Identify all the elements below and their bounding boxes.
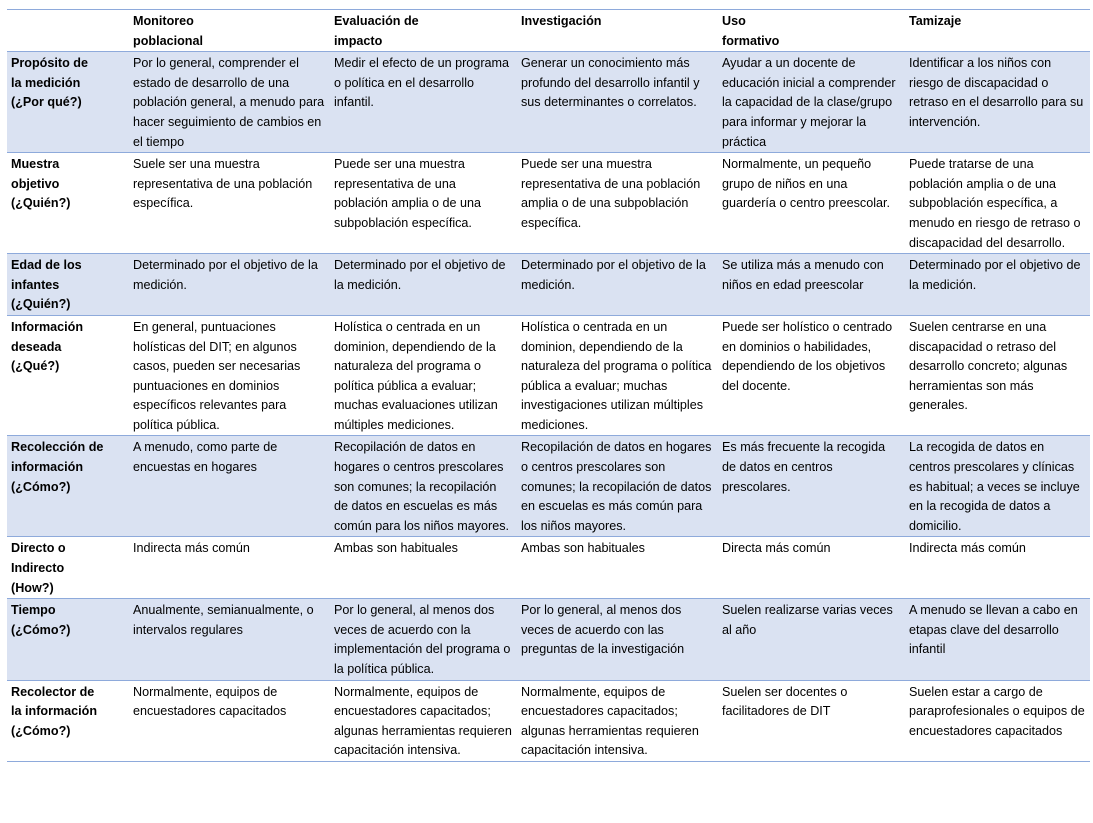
row-directo (7, 537, 1090, 599)
table-cell: Puede ser una muestra representativa de una población amplia o de una subpoblación específica. (521, 157, 701, 230)
row-label: Tiempo (¿Cómo?) (11, 603, 71, 637)
table-cell: Por lo general, al menos dos veces de acuerdo con la implementación del programa o la política pública. (334, 603, 511, 676)
table-cell: Puede ser una muestra representativa de una población amplia o de una subpoblación específica. (334, 157, 482, 230)
header-corner (7, 10, 129, 52)
table-cell: La recogida de datos en centros prescolares y clínicas es habitual; a veces se incluye en la recogida de datos a domicilio. (909, 440, 1080, 533)
table-cell: Es más frecuente la recogida de datos en centros prescolares. (722, 440, 886, 494)
row-label: Muestra objetivo (¿Quién?) (11, 157, 71, 211)
header-tamizaje: Tamizaje (909, 14, 962, 28)
table-cell: Se utiliza más a menudo con niños en edad preescolar (722, 258, 884, 292)
table-cell: Suelen ser docentes o facilitadores de DIT (722, 684, 848, 719)
table-cell: Ambas son habituales (334, 541, 458, 556)
table-cell: Indirecta más común (133, 541, 250, 556)
row-label: Recolector de la información (¿Cómo?) (11, 684, 98, 738)
table-cell: Por lo general, comprender el estado de desarrollo de una población general, a menudo para hacer seguimiento de cambios en el tiempo (133, 56, 325, 149)
table-cell: A menudo se llevan a cabo en etapas clave del desarrollo infantil (909, 603, 1078, 657)
row-label: Información deseada (¿Qué?) (11, 319, 84, 374)
table-cell: Directa más común (722, 541, 831, 556)
table-cell: Normalmente, equipos de encuestadores capacitados; algunas herramientas requieren capacitación intensiva. (521, 684, 699, 758)
table-cell: Anualmente, semianualmente, o intervalos regulares (133, 603, 314, 637)
table-cell: Identificar a los niños con riesgo de discapacidad o retraso en el desarrollo para su intervención. (909, 56, 1084, 129)
table-cell: Suele ser una muestra representativa de una población específica. (133, 157, 313, 211)
header-evaluacion: Evaluación de impacto (334, 14, 419, 48)
row-label: Edad de los infantes (¿Quién?) (11, 258, 82, 312)
row-muestra (7, 153, 1090, 254)
table-cell: Normalmente, un pequeño grupo de niños en una guardería o centro preescolar. (722, 157, 891, 211)
row-recoleccion (7, 436, 1090, 537)
table-cell: Determinado por el objetivo de la medición. (521, 258, 706, 292)
table-cell: Recopilación de datos en hogares o centros prescolares son comunes; la recopilación de datos en escuelas es más común para los niños mayores. (521, 440, 712, 533)
row-proposito (7, 52, 1090, 153)
table-cell: Por lo general, al menos dos veces de acuerdo con las preguntas de la investigación (521, 603, 685, 657)
row-edad (7, 254, 1090, 316)
header-row (7, 10, 1090, 52)
row-tiempo (7, 599, 1090, 680)
table-cell: A menudo, como parte de encuestas en hogares (133, 440, 278, 475)
row-label: Recolección de información (¿Cómo?) (11, 440, 104, 494)
table-cell: Suelen realizarse varias veces al año (722, 603, 893, 637)
table-cell: En general, puntuaciones holísticas del DIT; en algunos casos, pueden ser necesarias puntuaciones en dominios específicos relevantes para política pública. (133, 319, 301, 432)
table-cell: Normalmente, equipos de encuestadores capacitados; algunas herramientas requieren capacitación intensiva. (334, 684, 512, 758)
table-cell: Determinado por el objetivo de la medición. (909, 258, 1081, 292)
row-label: Directo o Indirecto (How?) (11, 541, 66, 595)
header-investigacion: Investigación (521, 14, 602, 28)
table-cell: Determinado por el objetivo de la medición. (133, 258, 318, 292)
table-cell: Indirecta más común (909, 541, 1026, 556)
table-cell: Ambas son habituales (521, 541, 645, 556)
table-cell: Ayudar a un docente de educación inicial a comprender la capacidad de la clase/grupo para informar y mejorar la práctica (722, 56, 896, 149)
row-label: Propósito de la medición (¿Por qué?) (11, 56, 88, 110)
table-cell: Puede tratarse de una población amplia o de una subpoblación específica, a menudo en riesgo de retraso o discapacidad del desarrollo. (909, 157, 1081, 250)
table-cell: Holística o centrada en un dominion, dependiendo de la naturaleza del programa o política pública a evaluar; muchas investigaciones utilizan múltiples mediciones. (521, 319, 712, 432)
table-cell: Suelen estar a cargo de paraprofesionales o equipos de encuestadores capacitados (909, 684, 1085, 738)
row-informacion (7, 315, 1090, 436)
table-cell: Medir el efecto de un programa o política en el desarrollo infantil. (334, 56, 510, 110)
table-cell: Generar un conocimiento más profundo del desarrollo infantil y sus determinantes o correlatos. (521, 56, 700, 110)
table-cell: Holística o centrada en un dominion, dependiendo de la naturaleza del programa o política pública a evaluar; muchas evaluaciones utilizan múltiples mediciones. (334, 319, 498, 432)
table-cell: Suelen centrarse en una discapacidad o retraso del desarrollo concreto; algunas herramientas son más generales. (909, 319, 1068, 413)
table-cell: Puede ser holístico o centrado en dominios o habilidades, dependiendo de los objetivos del docente. (722, 319, 893, 393)
table-cell: Recopilación de datos en hogares o centros prescolares son comunes; la recopilación de datos en escuelas es más común para los niños mayores. (334, 440, 509, 533)
header-monitoreo: Monitoreo poblacional (133, 14, 203, 48)
table-cell: Normalmente, equipos de encuestadores capacitados (133, 684, 287, 719)
table-cell: Determinado por el objetivo de la medición. (334, 258, 506, 292)
header-uso-formativo: Uso formativo (722, 14, 780, 48)
comparison-table (7, 9, 1090, 762)
row-recolector (7, 680, 1090, 761)
